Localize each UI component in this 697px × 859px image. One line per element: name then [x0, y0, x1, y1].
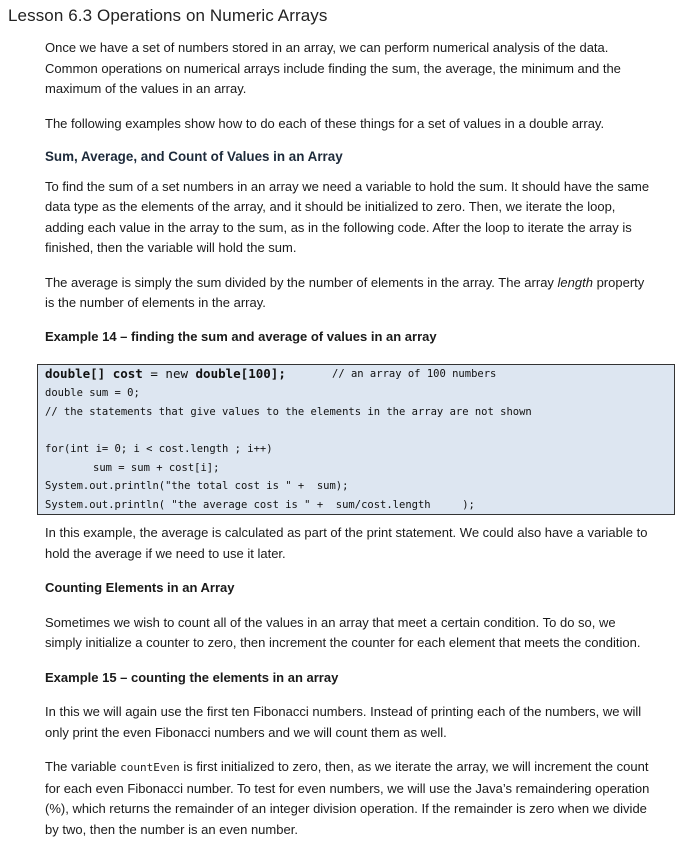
code-line-3: // the statements that give values to the elements in the array are not shown [45, 406, 532, 418]
counteven-text-b: is first initialized to zero, then, as we iterate the array, we will increment the count for each even Fibonacci number. To test for even numbers, we will use the Java’s remaindering operation (%), which returns the remainder of an integer division operation. If the remainder is zero when we divide by two, then the number is an even number. [45, 759, 650, 837]
code-decl: double[] cost [45, 366, 143, 381]
code-line-1 [45, 366, 286, 381]
sum-paragraph: To find the sum of a set numbers in an array we need a variable to hold the sum. It should have the same data type as the elements of the array, and it should be initialized to zero. Then, we iterate the loop, adding each value in the array to the sum, as in the following code. After the loop to iterate the array is finished, then the variable will hold the sum. [45, 178, 650, 255]
fibonacci-paragraph: In this we will again use the first ten Fibonacci numbers. Instead of printing each of the numbers, we will only print the even Fibonacci numbers and we will count them as well. [45, 704, 642, 740]
code-comment-1: // an array of 100 numbers [332, 368, 497, 380]
average-text-a: The average is simply the sum divided by the number of elements in the array. The array [45, 274, 558, 290]
lesson-title: Lesson 6.3 Operations on Numeric Arrays [8, 6, 328, 25]
counteven-text-a: The variable [45, 759, 121, 774]
example-14-heading: Example 14 – finding the sum and average of values in an array [45, 328, 437, 344]
code-line-4: for(int i= 0; i < cost.length ; i++) [45, 443, 273, 455]
code-line-7: System.out.println( "the average cost is " + sum/cost.length ); [45, 499, 475, 511]
average-paragraph [45, 273, 655, 314]
section-heading-counting: Counting Elements in an Array [45, 580, 235, 595]
length-emphasis: length [557, 274, 593, 290]
code-block [37, 364, 675, 515]
examples-note: The following examples show how to do each of these things for a set of values in a double array. [45, 115, 605, 131]
document-body [45, 38, 655, 347]
code-line-2: double sum = 0; [45, 387, 140, 399]
example-15-heading: Example 15 – counting the elements in an array [45, 669, 339, 685]
section-heading-sum-average: Sum, Average, and Count of Values in an Array [45, 149, 343, 164]
code-line-6: System.out.println("the total cost is " + sum); [45, 480, 349, 492]
code-new: = new [142, 366, 196, 381]
code-alloc: double[100]; [195, 366, 286, 381]
average-note: In this example, the average is calculated as part of the print statement. We could also have a variable to hold the average if we need to use it later. [45, 525, 648, 561]
average-text-b: property is the number of elements in the array. [45, 274, 645, 310]
counting-paragraph: Sometimes we wish to count all of the values in an array that meet a certain condition. To do so, we simply initialize a counter to zero, then increment the counter for each element that meets the condition. [45, 614, 641, 650]
document-body-continued [45, 523, 655, 840]
counteven-paragraph [45, 757, 655, 840]
intro-paragraph: Once we have a set of numbers stored in an array, we can perform numerical analysis of the data. Common operations on numerical arrays include finding the sum, the average, the minimum and the maximum of the values in an array. [45, 40, 621, 96]
code-line-5: sum = sum + cost[i]; [93, 462, 220, 474]
counteven-code: countEven [120, 761, 180, 774]
